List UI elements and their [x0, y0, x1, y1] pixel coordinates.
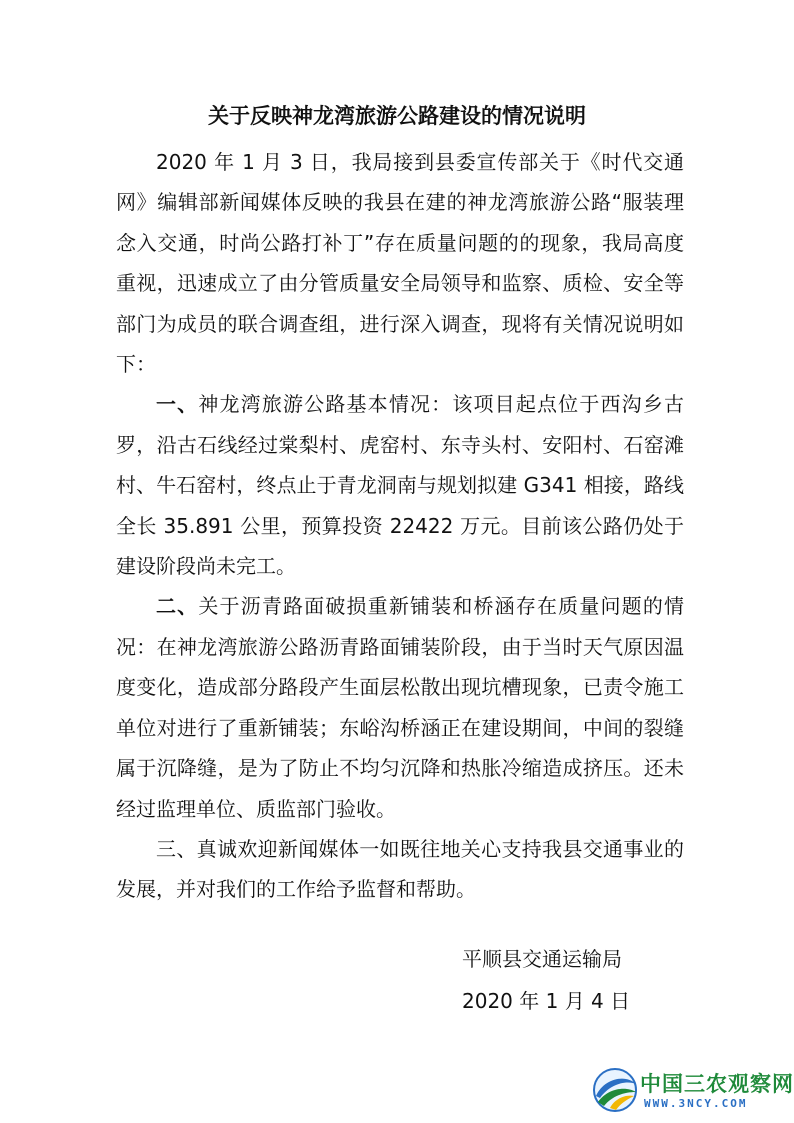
- signature-organization: 平顺县交通运输局: [462, 947, 622, 971]
- page-title: 关于反映神龙湾旅游公路建设的情况说明: [208, 104, 586, 128]
- document-body: [116, 142, 684, 910]
- paragraph-section-1: [116, 384, 684, 586]
- signature-date: 2020 年 1 月 4 日: [462, 989, 631, 1013]
- paragraph-section-2: [116, 586, 684, 828]
- section-2-text: 关于沥青路面破损重新铺装和桥涵存在质量问题的情况：在神龙湾旅游公路沥青路面铺装阶段，由于当时天气原因温度变化，造成部分路段产生面层松散出现坑槽现象，已责令施工单位对进行了重新铺装；东峪沟桥涵正在建设期间，中间的裂缝属于沉降缝，是为了防止不均匀沉降和热胀冷缩造成挤压。还未经过监理单位、质监部门验收。: [116, 594, 685, 821]
- section-1-text: 神龙湾旅游公路基本情况：该项目起点位于西沟乡古罗，沿古石线经过棠梨村、虎窑村、东寺头村、安阳村、石窑滩村、牛石窑村，终点止于青龙洞南与规划拟建 G341 相接，路线全长 35.891 公里，预算投资 22422 万元。目前该公路仍处于建设阶段尚未完工。: [116, 392, 685, 579]
- globe-swoosh-logo-icon: [590, 1064, 640, 1114]
- section-3-text: 三、真诚欢迎新闻媒体一如既往地关心支持我县交通事业的发展，并对我们的工作给予监督和帮助。: [116, 836, 684, 902]
- watermark-site-name: 中国三农观察网: [640, 1072, 794, 1096]
- signature-block: [462, 938, 630, 1022]
- paragraph-section-3: [116, 829, 684, 910]
- watermark-url: WWW.3NCY.COM: [644, 1097, 748, 1110]
- paragraph-intro: [116, 142, 684, 384]
- paragraph-intro-text: 2020 年 1 月 3 日，我局接到县委宣传部关于《时代交通网》编辑部新闻媒体反映的我县在建的神龙湾旅游公路“服装理念入交通，时尚公路打补丁”存在质量问题的的现象，我局高度重视，迅速成立了由分管质量安全局领导和监察、质检、安全等部门为成员的联合调查组，进行深入调查，现将有关情况说明如下：: [116, 150, 684, 377]
- section-2-heading: 二、: [156, 594, 199, 619]
- site-watermark: [588, 1062, 794, 1120]
- section-1-heading: 一、: [156, 392, 199, 417]
